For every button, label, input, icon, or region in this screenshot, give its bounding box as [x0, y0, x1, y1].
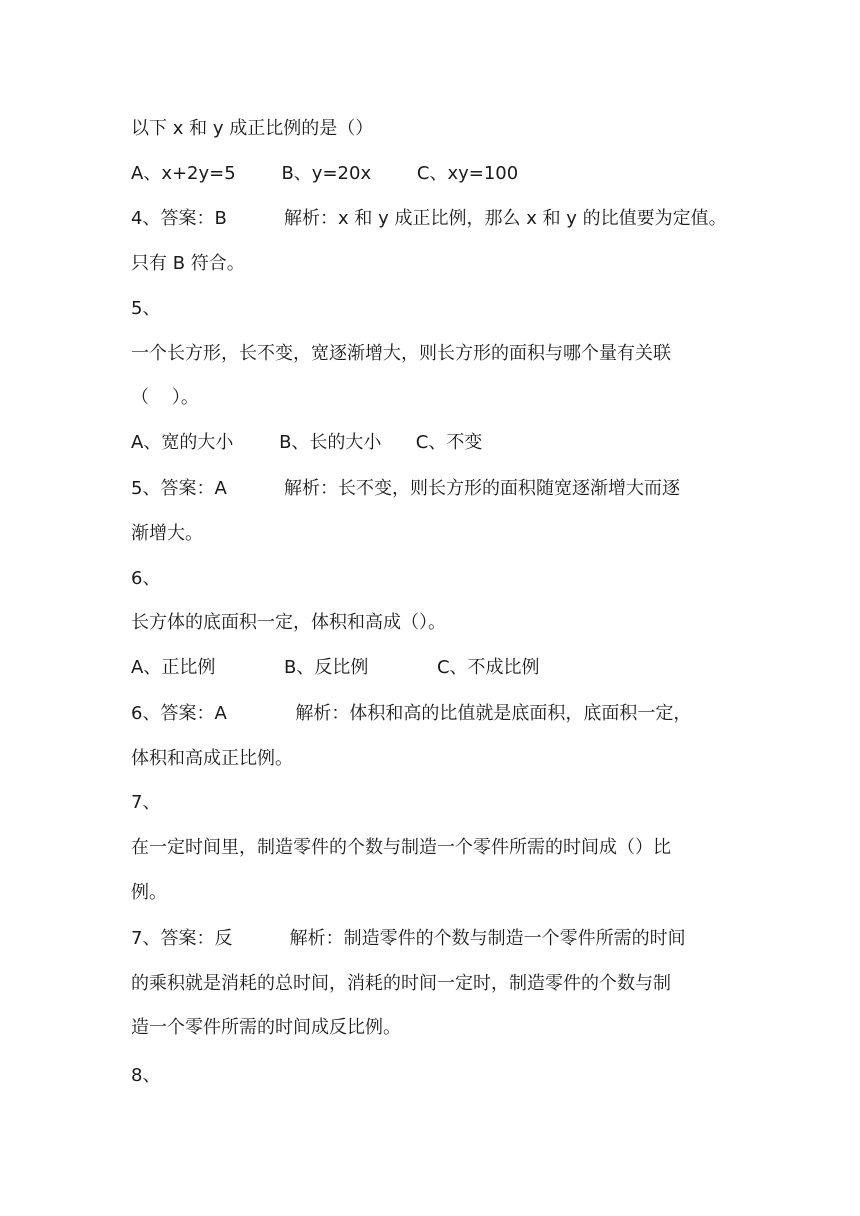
q5-answer-line-1: 5、答案：A 解析：长不变，则长方形的面积随宽逐渐增大而逐 — [131, 478, 680, 499]
q6-question: 长方体的底面积一定，体积和高成（）。 — [131, 612, 446, 633]
q5-question-line-2: （ ）。 — [131, 387, 199, 408]
q6-number: 6、 — [131, 568, 161, 589]
q7-number: 7、 — [131, 792, 161, 813]
q4-question: 以下 x 和 y 成正比例的是（） — [131, 118, 374, 139]
q5-answer-line-2: 渐增大。 — [131, 523, 203, 544]
q6-answer-line-1: 6、答案：A 解析：体积和高的比值就是底面积，底面积一定， — [131, 703, 692, 724]
q4-options: A、x+2y=5 B、y=20x C、xy=100 — [131, 163, 519, 184]
q7-question-line-1: 在一定时间里，制造零件的个数与制造一个零件所需的时间成（）比 — [131, 837, 671, 858]
q7-answer-line-2: 的乘积就是消耗的总时间，消耗的时间一定时，制造零件的个数与制 — [131, 973, 671, 994]
q8-number: 8、 — [131, 1065, 161, 1086]
q4-answer-line-2: 只有 B 符合。 — [131, 253, 245, 274]
q4-answer-line-1: 4、答案：B 解析：x 和 y 成正比例，那么 x 和 y 的比值要为定值。 — [131, 208, 727, 229]
q5-options: A、宽的大小 B、长的大小 C、不变 — [131, 432, 483, 453]
q7-answer-line-1: 7、答案：反 解析：制造零件的个数与制造一个零件所需的时间 — [131, 928, 686, 949]
q5-question-line-1: 一个长方形，长不变，宽逐渐增大，则长方形的面积与哪个量有关联 — [131, 343, 671, 364]
q7-question-line-2: 例。 — [131, 882, 167, 903]
q5-number: 5、 — [131, 298, 161, 319]
q6-answer-line-2: 体积和高成正比例。 — [131, 748, 293, 769]
q6-options: A、正比例 B、反比例 C、不成比例 — [131, 657, 540, 678]
q7-answer-line-3: 造一个零件所需的时间成反比例。 — [131, 1017, 401, 1038]
